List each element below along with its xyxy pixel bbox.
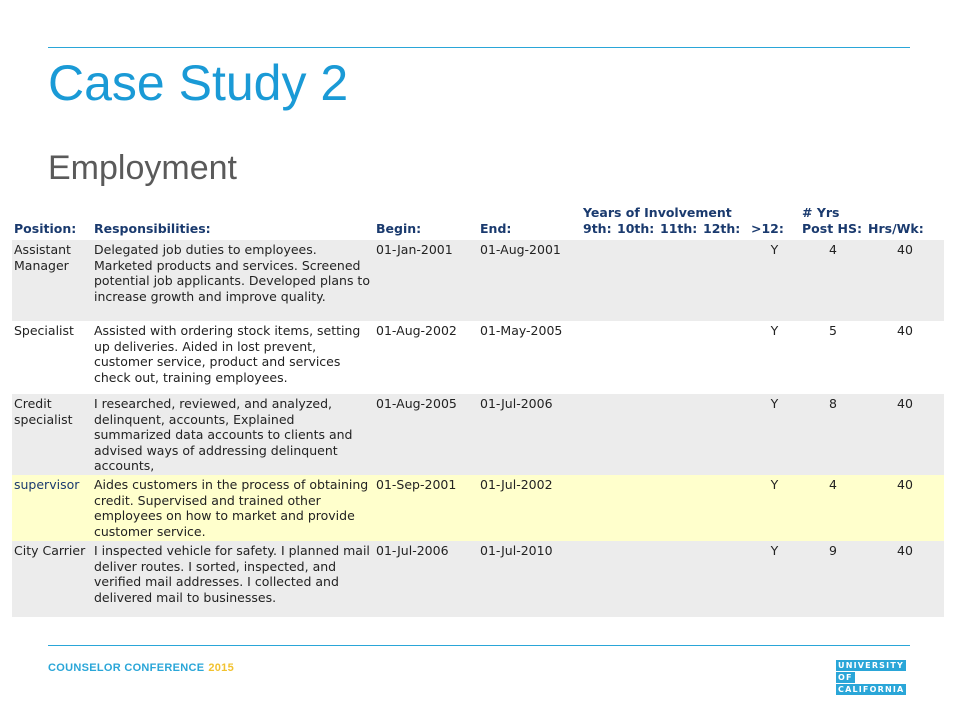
cell-10th xyxy=(615,240,658,321)
cell-position: Specialist xyxy=(12,321,92,394)
cell-begin: 01-Jul-2006 xyxy=(374,541,478,617)
table-row xyxy=(12,541,944,617)
logo-line-california: CALIFORNIA xyxy=(838,685,905,694)
cell-responsibilities: Delegated job duties to employees. Marketed products and services. Screened potential job applicants. Developed plans to increase growth and improve quality. xyxy=(92,240,374,321)
cell-responsibilities: Aides customers in the process of obtaining credit. Supervised and trained other employees on how to market and provide customer service. xyxy=(92,475,374,541)
cell-position: Assistant Manager xyxy=(12,240,92,321)
cell-12th xyxy=(701,240,749,321)
header-responsibilities: Responsibilities: xyxy=(94,221,211,236)
cell-yrs-post-hs: 4 xyxy=(800,240,866,321)
header-end: End: xyxy=(480,221,512,236)
cell-begin: 01-Aug-2005 xyxy=(374,394,478,475)
cell-gt12: Y xyxy=(749,475,800,541)
cell-begin: 01-Aug-2002 xyxy=(374,321,478,394)
table-row xyxy=(12,321,944,394)
cell-yrs-post-hs: 4 xyxy=(800,475,866,541)
logo-line-of: OF xyxy=(838,673,853,682)
cell-position: Credit specialist xyxy=(12,394,92,475)
cell-11th xyxy=(658,541,701,617)
header-12th: 12th: xyxy=(703,221,741,236)
header-yrs-post-hs: # Yrs Post HS: xyxy=(802,205,862,236)
page-subtitle: Employment xyxy=(48,149,237,187)
cell-end: 01-Jul-2006 xyxy=(478,394,581,475)
header-11th: 11th: xyxy=(660,221,698,236)
cell-hrs-wk: 40 xyxy=(866,541,944,617)
cell-10th xyxy=(615,321,658,394)
header-begin: Begin: xyxy=(376,221,422,236)
employment-table xyxy=(12,188,944,617)
cell-11th xyxy=(658,240,701,321)
cell-responsibilities: Assisted with ordering stock items, setting up deliveries. Aided in lost prevent, customer service, product and services check out, training employees. xyxy=(92,321,374,394)
header-position: Position: xyxy=(14,221,77,236)
cell-position: City Carrier xyxy=(12,541,92,617)
cell-end: 01-Aug-2001 xyxy=(478,240,581,321)
table-row xyxy=(12,240,944,321)
cell-responsibilities: I inspected vehicle for safety. I planned mail deliver routes. I sorted, inspected, and verified mail addresses. I collected and delivered mail to businesses. xyxy=(92,541,374,617)
cell-9th xyxy=(581,394,615,475)
header-9th: Years of Involvement 9th: xyxy=(583,205,732,236)
cell-end: 01-May-2005 xyxy=(478,321,581,394)
table-row-highlighted xyxy=(12,475,944,541)
cell-gt12: Y xyxy=(749,394,800,475)
header-hrs-wk: Hrs/Wk: xyxy=(868,221,924,236)
header-10th: 10th: xyxy=(617,221,655,236)
top-rule xyxy=(48,47,910,48)
cell-position: supervisor xyxy=(12,475,92,541)
cell-gt12: Y xyxy=(749,240,800,321)
cell-11th xyxy=(658,394,701,475)
header-gt12: >12: xyxy=(751,221,784,236)
cell-11th xyxy=(658,321,701,394)
cell-yrs-post-hs: 8 xyxy=(800,394,866,475)
cell-begin: 01-Sep-2001 xyxy=(374,475,478,541)
cell-9th xyxy=(581,240,615,321)
logo-line-university: UNIVERSITY xyxy=(838,661,904,670)
cell-gt12: Y xyxy=(749,321,800,394)
cell-9th xyxy=(581,321,615,394)
cell-9th xyxy=(581,475,615,541)
cell-hrs-wk: 40 xyxy=(866,475,944,541)
cell-hrs-wk: 40 xyxy=(866,394,944,475)
table-row xyxy=(12,394,944,475)
cell-hrs-wk: 40 xyxy=(866,321,944,394)
cell-end: 01-Jul-2002 xyxy=(478,475,581,541)
cell-gt12: Y xyxy=(749,541,800,617)
footer-label xyxy=(48,662,234,674)
footer-year: 2015 xyxy=(208,662,235,674)
cell-10th xyxy=(615,475,658,541)
cell-begin: 01-Jan-2001 xyxy=(374,240,478,321)
cell-responsibilities: I researched, reviewed, and analyzed, delinquent, accounts, Explained summarized data accounts to clients and advised ways of addressing delinquent accounts, xyxy=(92,394,374,475)
cell-10th xyxy=(615,394,658,475)
cell-10th xyxy=(615,541,658,617)
footer-conference-name: COUNSELOR CONFERENCE xyxy=(48,662,205,674)
page-title: Case Study 2 xyxy=(48,55,349,111)
employment-table-container xyxy=(12,188,944,617)
cell-end: 01-Jul-2010 xyxy=(478,541,581,617)
cell-12th xyxy=(701,541,749,617)
cell-12th xyxy=(701,475,749,541)
cell-11th xyxy=(658,475,701,541)
cell-yrs-post-hs: 5 xyxy=(800,321,866,394)
cell-yrs-post-hs: 9 xyxy=(800,541,866,617)
cell-9th xyxy=(581,541,615,617)
bottom-rule xyxy=(48,645,910,646)
cell-12th xyxy=(701,321,749,394)
cell-12th xyxy=(701,394,749,475)
university-of-california-logo xyxy=(836,660,908,696)
cell-hrs-wk: 40 xyxy=(866,240,944,321)
